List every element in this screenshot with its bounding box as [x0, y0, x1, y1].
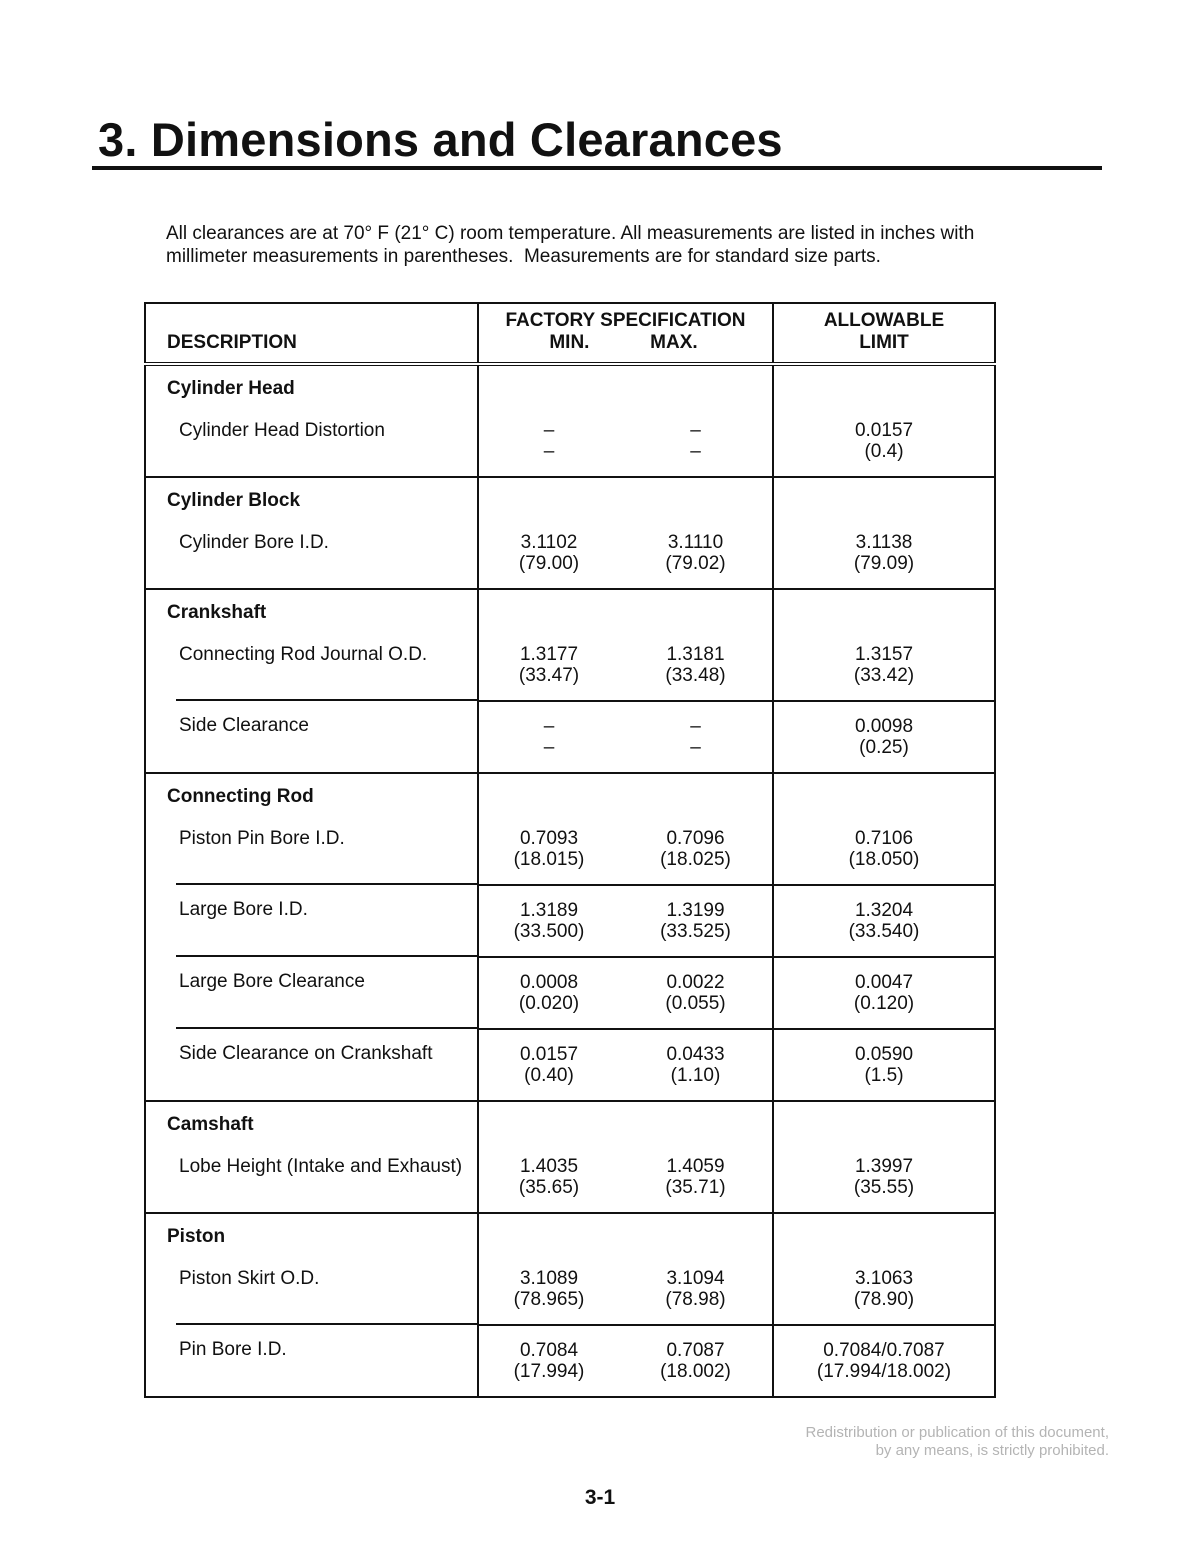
min-value-cell: [478, 885, 619, 957]
min-value-millimeters: (35.65): [518, 1177, 580, 1198]
limit-value-inches: 0.0047: [854, 972, 914, 993]
row-description: Pin Bore I.D.: [145, 1325, 478, 1397]
limit-value-inches: 0.0590: [854, 1044, 914, 1065]
max-value-millimeters: (33.48): [665, 665, 726, 686]
max-value-cell: [619, 701, 773, 773]
limit-value-millimeters: (18.050): [848, 849, 920, 870]
limit-value-cell: [773, 1029, 995, 1101]
section-header-spec-cell: [478, 589, 773, 628]
section-header-row: [145, 1101, 995, 1140]
max-value-millimeters: (78.98): [665, 1289, 726, 1310]
intro-line-1: All clearances are at 70° F (21° C) room temperature. All measurements are listed in inches with: [166, 223, 975, 244]
min-value-inches: 0.7093: [519, 828, 579, 849]
section-header-row: [145, 1213, 995, 1252]
max-value-millimeters: (33.525): [660, 921, 731, 942]
min-value-millimeters: (17.994): [513, 1361, 585, 1382]
max-value-inches: 3.1094: [666, 1268, 725, 1289]
limit-value-inches: 3.1063: [854, 1268, 914, 1289]
section-title: Camshaft: [145, 1101, 478, 1140]
table-row: [145, 1029, 995, 1101]
row-description: Cylinder Head Distortion: [145, 404, 478, 477]
max-value-inches: 0.7087: [666, 1340, 725, 1361]
min-value-cell: [478, 404, 619, 477]
row-description: Connecting Rod Journal O.D.: [145, 628, 478, 701]
min-value-millimeters: (79.00): [518, 553, 580, 574]
redistribution-notice: [689, 1424, 1109, 1460]
max-value-millimeters: –: [690, 737, 701, 758]
max-value-inches: 1.3181: [666, 644, 725, 665]
max-value-cell: [619, 1325, 773, 1397]
section-title: Crankshaft: [145, 589, 478, 628]
section-header-limit-cell: [773, 1213, 995, 1252]
limit-value-cell: [773, 516, 995, 589]
page-number: 3-1: [584, 1486, 616, 1509]
section-title: Cylinder Block: [145, 477, 478, 516]
limit-value-cell: [773, 1252, 995, 1325]
limit-value-millimeters: (35.55): [853, 1177, 915, 1198]
row-description: Large Bore Clearance: [145, 957, 478, 1029]
max-value-inches: –: [690, 420, 701, 441]
min-value-cell: [478, 701, 619, 773]
section-title: Piston: [145, 1213, 478, 1252]
section-title: Connecting Rod: [145, 773, 478, 812]
limit-value-millimeters: (79.09): [853, 553, 915, 574]
min-value-cell: [478, 1029, 619, 1101]
max-value-millimeters: –: [690, 441, 701, 462]
header-factory-specification: [478, 303, 773, 364]
table-row: [145, 628, 995, 701]
max-value-cell: [619, 628, 773, 701]
min-value-inches: 0.0008: [519, 972, 579, 993]
section-header-spec-cell: [478, 477, 773, 516]
max-value-cell: [619, 812, 773, 885]
min-value-cell: [478, 1325, 619, 1397]
table-row: [145, 701, 995, 773]
max-value-cell: [619, 885, 773, 957]
min-value-millimeters: (0.020): [518, 993, 580, 1014]
section-header-spec-cell: [478, 773, 773, 812]
header-limit: LIMIT: [859, 332, 909, 353]
min-value-cell: [478, 1140, 619, 1213]
max-value-cell: [619, 1252, 773, 1325]
limit-value-millimeters: (0.120): [853, 993, 915, 1014]
max-value-inches: 3.1110: [667, 532, 724, 553]
limit-value-inches: 1.3157: [854, 644, 914, 665]
row-description: Piston Skirt O.D.: [145, 1252, 478, 1325]
row-description: Side Clearance on Crankshaft: [145, 1029, 478, 1101]
table-row: [145, 1252, 995, 1325]
limit-value-millimeters: (1.5): [864, 1065, 904, 1086]
row-description: Large Bore I.D.: [145, 885, 478, 957]
min-value-millimeters: (33.500): [513, 921, 585, 942]
section-header-row: [145, 477, 995, 516]
section-header-row: [145, 589, 995, 628]
min-value-inches: –: [543, 420, 555, 441]
table-row: [145, 957, 995, 1029]
limit-value-millimeters: (0.25): [859, 737, 909, 758]
header-max: MAX.: [650, 332, 698, 353]
min-value-millimeters: (33.47): [518, 665, 580, 686]
section-header-spec-cell: [478, 1101, 773, 1140]
limit-value-inches: 0.7084/0.7087: [823, 1340, 945, 1361]
limit-value-millimeters: (0.4): [864, 441, 904, 462]
limit-value-inches: 1.3997: [854, 1156, 914, 1177]
min-value-cell: [478, 628, 619, 701]
limit-value-cell: [773, 957, 995, 1029]
min-value-millimeters: (0.40): [524, 1065, 574, 1086]
limit-value-cell: [773, 701, 995, 773]
max-value-cell: [619, 1140, 773, 1213]
min-value-cell: [478, 516, 619, 589]
limit-value-inches: 1.3204: [854, 900, 914, 921]
min-value-inches: 1.4035: [519, 1156, 579, 1177]
notice-line-1: Redistribution or publication of this document,: [805, 1424, 1109, 1441]
max-value-millimeters: (79.02): [665, 553, 726, 574]
section-header-limit-cell: [773, 1101, 995, 1140]
limit-value-inches: 0.0157: [854, 420, 914, 441]
header-allowable-limit: [773, 303, 995, 364]
limit-value-millimeters: (33.540): [848, 921, 920, 942]
header-factory-label: FACTORY SPECIFICATION: [505, 310, 746, 331]
intro-line-2: millimeter measurements in parentheses. Measurements are for standard size parts.: [166, 246, 881, 267]
max-value-millimeters: (18.002): [660, 1361, 731, 1382]
limit-value-millimeters: (17.994/18.002): [816, 1361, 952, 1382]
header-allowable: ALLOWABLE: [823, 310, 945, 331]
header-min: MIN.: [549, 332, 590, 353]
limit-value-millimeters: (78.90): [853, 1289, 915, 1310]
section-header-limit-cell: [773, 773, 995, 812]
specifications-table: [144, 302, 996, 1398]
max-value-inches: 0.0022: [666, 972, 725, 993]
section-header-spec-cell: [478, 364, 773, 404]
min-value-cell: [478, 957, 619, 1029]
section-header-limit-cell: [773, 364, 995, 404]
table-row: [145, 516, 995, 589]
limit-value-millimeters: (33.42): [853, 665, 915, 686]
min-value-millimeters: –: [543, 737, 555, 758]
limit-value-cell: [773, 628, 995, 701]
row-description: Piston Pin Bore I.D.: [145, 812, 478, 885]
min-value-inches: 3.1089: [519, 1268, 579, 1289]
title-underline: [92, 166, 1102, 170]
section-header-row: [145, 773, 995, 812]
row-description: Side Clearance: [145, 701, 478, 773]
min-value-cell: [478, 1252, 619, 1325]
table-header-row: [145, 303, 995, 364]
min-value-inches: –: [543, 716, 555, 737]
min-value-inches: 0.7084: [519, 1340, 579, 1361]
section-header-spec-cell: [478, 1213, 773, 1252]
min-value-inches: 3.1102: [520, 532, 578, 553]
section-header-limit-cell: [773, 477, 995, 516]
row-description: Lobe Height (Intake and Exhaust): [145, 1140, 478, 1213]
table-row: [145, 885, 995, 957]
max-value-millimeters: (1.10): [670, 1065, 721, 1086]
table-body: [145, 364, 995, 1397]
limit-value-cell: [773, 1325, 995, 1397]
min-value-millimeters: (18.015): [513, 849, 585, 870]
max-value-cell: [619, 516, 773, 589]
limit-value-cell: [773, 885, 995, 957]
max-value-cell: [619, 404, 773, 477]
max-value-millimeters: (0.055): [665, 993, 726, 1014]
limit-value-inches: 0.0098: [854, 716, 914, 737]
table-row: [145, 1325, 995, 1397]
row-description: Cylinder Bore I.D.: [145, 516, 478, 589]
section-header-row: [145, 364, 995, 404]
max-value-millimeters: (35.71): [665, 1177, 726, 1198]
table-row: [145, 812, 995, 885]
max-value-inches: 0.0433: [666, 1044, 725, 1065]
max-value-inches: 0.7096: [666, 828, 725, 849]
max-value-cell: [619, 957, 773, 1029]
notice-line-2: by any means, is strictly prohibited.: [875, 1442, 1109, 1459]
max-value-inches: 1.4059: [666, 1156, 725, 1177]
max-value-cell: [619, 1029, 773, 1101]
min-value-millimeters: (78.965): [513, 1289, 585, 1310]
section-title: Cylinder Head: [145, 364, 478, 404]
min-value-inches: 1.3177: [519, 644, 579, 665]
limit-value-cell: [773, 812, 995, 885]
max-value-inches: –: [690, 716, 701, 737]
table-row: [145, 1140, 995, 1213]
limit-value-inches: 3.1138: [855, 532, 913, 553]
min-value-millimeters: –: [543, 441, 555, 462]
limit-value-cell: [773, 1140, 995, 1213]
limit-value-cell: [773, 404, 995, 477]
page-title: 3. Dimensions and Clearances: [98, 113, 783, 166]
min-value-inches: 0.0157: [519, 1044, 579, 1065]
limit-value-inches: 0.7106: [854, 828, 914, 849]
max-value-millimeters: (18.025): [660, 849, 731, 870]
intro-paragraph: [166, 222, 1046, 268]
max-value-inches: 1.3199: [666, 900, 725, 921]
section-header-limit-cell: [773, 589, 995, 628]
header-description: DESCRIPTION: [145, 303, 478, 364]
min-value-inches: 1.3189: [519, 900, 579, 921]
min-value-cell: [478, 812, 619, 885]
table-row: [145, 404, 995, 477]
